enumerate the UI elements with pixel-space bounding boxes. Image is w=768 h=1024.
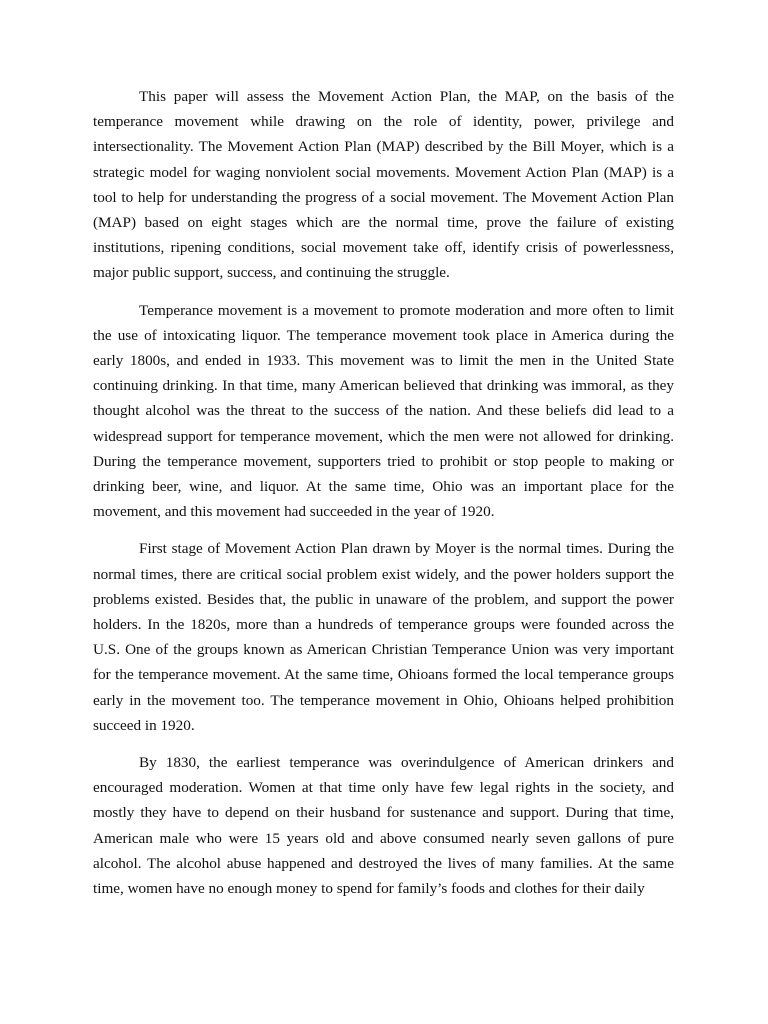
- document-page: [93, 84, 674, 913]
- paragraph-3: First stage of Movement Action Plan drawn by Moyer is the normal times. During the normal times, there are critical social problem exist widely, and the power holders support the problems existed. Besides that, the public in unaware of the problem, and support the power holders. In the 1820s, more than a hundreds of temperance groups were founded across the U.S. One of the groups known as American Christian Temperance Union was very important for the temperance movement. At the same time, Ohioans formed the local temperance groups early in the movement too. The temperance movement in Ohio, Ohioans helped prohibition succeed in 1920.: [93, 540, 674, 734]
- paragraph-4: By 1830, the earliest temperance was overindulgence of American drinkers and encouraged moderation. Women at that time only have few legal rights in the society, and mostly they have to depend on their husband for sustenance and support. During that time, American male who were 15 years old and above consumed nearly seven gallons of pure alcohol. The alcohol abuse happened and destroyed the lives of many families. At the same time, women have no enough money to spend for family’s foods and clothes for their daily: [93, 754, 674, 898]
- paragraph-1: This paper will assess the Movement Action Plan, the MAP, on the basis of the temperance movement while drawing on the role of identity, power, privilege and intersectionality. The Movement Action Plan (MAP) described by the Bill Moyer, which is a strategic model for waging nonviolent social movements. Movement Action Plan (MAP) is a tool to help for understanding the progress of a social movement. The Movement Action Plan (MAP) based on eight stages which are the normal time, prove the failure of existing institutions, ripening conditions, social movement take off, identify crisis of powerlessness, major public support, success, and continuing the struggle.: [93, 88, 674, 282]
- paragraph-2: Temperance movement is a movement to promote moderation and more often to limit the use of intoxicating liquor. The temperance movement took place in America during the early 1800s, and ended in 1933. This movement was to limit the men in the United State continuing drinking. In that time, many American believed that drinking was immoral, as they thought alcohol was the threat to the success of the nation. And these beliefs did lead to a widespread support for temperance movement, which the men were not allowed for drinking. During the temperance movement, supporters tried to prohibit or stop people to making or drinking beer, wine, and liquor. At the same time, Ohio was an important place for the movement, and this movement had succeeded in the year of 1920.: [93, 301, 674, 521]
